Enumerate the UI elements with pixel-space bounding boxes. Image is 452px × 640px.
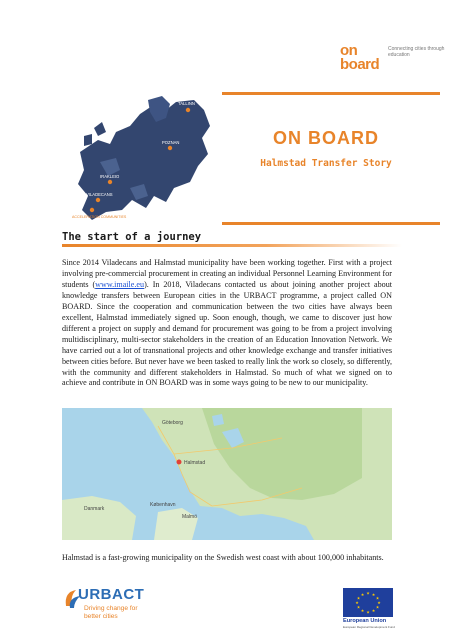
viladecans-marker	[96, 198, 100, 202]
section-heading: The start of a journey	[62, 231, 202, 243]
map-label-malmo: Malmö	[182, 514, 198, 520]
svg-text:★: ★	[371, 608, 376, 613]
map-label-kobenhavn: København	[150, 502, 176, 508]
paragraph-part2: ). In 2018, Viladecans contacted us about joining another project about knowledge transfers between European cities in the URBACT programme, a project called ON BOARD. Since the cooperation and communication between the two cities have always been excellent, Halmstad immediately signed up. Soon enough, though, we came to discover just how different a project on supply and demand for procurement was going to be from a project involving multidisciplinary, multi-sector stakeholders in the creation of an Education Innovation Network. We have carried out a lot of transnational projects and other knowledge exchange and transfer initiatives between cities before. But never have we been tasked to really link the work so closely, so differently, with the community and different stakeholders in Halmstad. So much of what we signed on to achieve and contribute in ON BOARD was in some ways going to be new to our municipality.	[62, 279, 392, 388]
map-label-viladecans: VILADECANS	[86, 192, 113, 197]
svg-text:★: ★	[356, 604, 361, 610]
map-caption: Halmstad is a fast-growing municipality on the Swedish west coast with about 100,000 inhabitants.	[62, 553, 384, 562]
header-rule-top	[222, 92, 440, 95]
eu-fund-name: European Regional Development Fund	[343, 625, 395, 629]
urbact-tagline-line2: better cities	[84, 612, 118, 620]
europe-map	[70, 92, 218, 224]
eu-name: European Union	[343, 618, 387, 624]
paragraph-part1: Since 2014 Viladecans and Halmstad municipality have been working together. First with a project involving pre-commercial procurement in creating an individual Personnel Learning Environment for students (	[62, 258, 392, 289]
map-label-acceleration: ACCELERATION COMMUNITIES	[72, 215, 127, 219]
svg-text:★: ★	[377, 600, 381, 605]
sweden-map	[62, 408, 392, 540]
logo-wordmark	[340, 44, 379, 72]
acceleration-marker	[90, 208, 94, 212]
logo-word-top: on	[340, 42, 358, 59]
svg-text:★: ★	[355, 600, 359, 605]
svg-text:★: ★	[375, 595, 380, 601]
section-underline	[62, 244, 402, 247]
map-label-goteborg: Göteborg	[162, 420, 183, 426]
logo-tagline: Connecting cities through education	[388, 46, 445, 58]
map-label-halmstad: Halmstad	[184, 460, 206, 466]
urbact-tagline-line1: Driving change for	[84, 605, 138, 612]
tallinn-marker	[186, 108, 190, 112]
svg-text:★: ★	[375, 604, 380, 610]
intro-paragraph	[62, 258, 392, 389]
map-label-poznan: POZNAN	[162, 140, 180, 145]
header-rule-bottom	[222, 222, 440, 225]
svg-text:★: ★	[360, 592, 365, 597]
logo-word-bottom: board	[340, 56, 380, 73]
urbact-wordmark: URBACT	[78, 586, 145, 603]
urbact-tagline	[84, 605, 138, 620]
poznan-marker	[168, 146, 172, 150]
page-title: ON BOARD	[273, 128, 379, 148]
irakleio-marker	[108, 180, 112, 184]
svg-text:★: ★	[371, 592, 376, 597]
map-label-irakleio: IRAKLEIO	[100, 174, 120, 179]
urbact-logo	[62, 586, 162, 626]
page-subtitle: Halmstad Transfer Story	[260, 158, 392, 169]
svg-text:★: ★	[356, 595, 361, 601]
svg-text:★: ★	[366, 590, 370, 596]
map-label-tallinn: TALLINN	[178, 101, 195, 106]
svg-text:★: ★	[360, 608, 365, 613]
halmstad-marker	[177, 460, 182, 465]
map-label-danmark: Danmark	[84, 506, 105, 512]
onboard-logo	[340, 44, 450, 78]
eu-flag-icon	[343, 588, 393, 617]
svg-text:★: ★	[366, 609, 370, 615]
imaile-link[interactable]: www.imaile.eu	[95, 279, 145, 289]
eu-logo	[343, 588, 393, 632]
